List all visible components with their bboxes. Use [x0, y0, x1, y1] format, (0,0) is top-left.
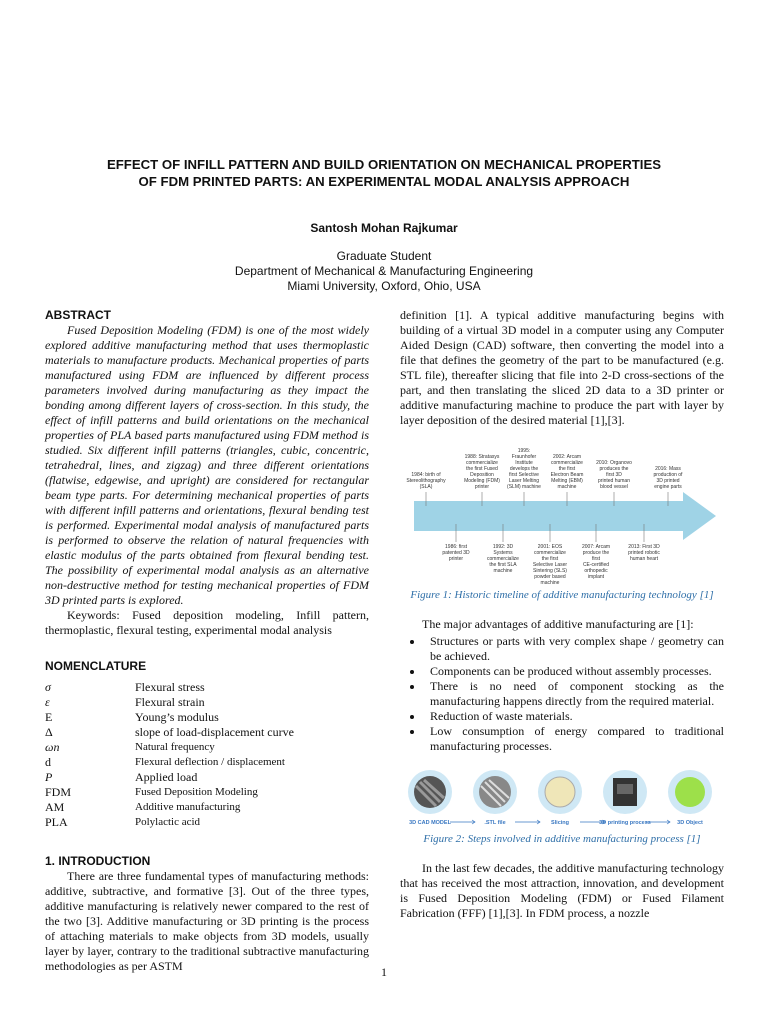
- list-item: • Reduction of waste materials.: [424, 709, 724, 724]
- timeline-event-label: 2010: Organovo produces the first 3D printed human blood vessel: [596, 460, 632, 490]
- table-row: [45, 695, 369, 710]
- nomenclature-desc: Flexural strain: [135, 695, 205, 709]
- step-label: 3D printing process: [599, 820, 651, 826]
- affiliation: [40, 249, 728, 294]
- abstract-text: Fused Deposition Modeling (FDM) is one of the most widely explored additive manufacturing method that uses thermoplastic materials to manufacture products. Mechanical properties of parts manufactured using FDM are influenced by different process parameters involved during manufacturing as they impact the bonding among different layers of cross-section. In this study, the effect of infill patterns and build orientations on the mechanical properties of PLA based parts manufactured using FDM method is studied. Six different infill patterns (triangles, cubic, concentric, tetrahedral, lines, and zigzag) and three different orientations (flatwise, edgewise, and upright) are considered for rectangular beam type parts. For determining mechanical properties of parts with different infill patterns and orientations, flexural bending test is performed. Experimental modal analysis of manufactured parts is performed to observe the relation of natural frequencies with elastic modulus of the parts obtained from flexural bending test. The possibility of experimental modal analysis as an alternative non-destructive method for testing mechanical properties of FDM 3D printed parts is explored.: [45, 323, 369, 607]
- nomenclature-heading: NOMENCLATURE: [45, 659, 147, 673]
- list-item: • Structures or parts with very complex shape / geometry can be achieved.: [424, 634, 724, 664]
- right-column: [400, 308, 724, 921]
- affiliation-department: Department of Mechanical & Manufacturing Engineering: [234, 264, 534, 278]
- introduction-heading: 1. INTRODUCTION: [45, 854, 151, 868]
- nomenclature-symbol: d: [45, 755, 51, 769]
- step-slicing-image: [538, 770, 582, 814]
- nomenclature-desc: Fused Deposition Modeling: [135, 786, 258, 798]
- step-label: Slicing: [550, 820, 570, 826]
- timeline-event-label: 1986: first patented 3D printer: [442, 544, 470, 562]
- arrow-right-icon: [450, 820, 475, 824]
- list-item: • Components can be produced without assembly processes.: [424, 664, 724, 679]
- table-row: [45, 740, 369, 755]
- introduction-paragraph-1-continued: definition [1]. A typical additive manufacturing begins with building of a virtual 3D model in a computer using any Computer Aided Design (CAD) software, then converting the model into a file that defines the geometry of the part to be manufactured (e.g. STL file), thereafter slicing that file into 2-D cross-sections of the part, and then translating the sliced 2D data to a 3D printer or additive manufacturing machine to produce the part with layer by layer deposition of the desired material [1],[3].: [400, 308, 724, 427]
- nomenclature-desc: Flexural stress: [135, 680, 205, 694]
- steps-graphic: [400, 768, 724, 828]
- steps-labels: [409, 820, 703, 826]
- list-item: • There is no need of component stocking as the manufacturing happens directly from the required material.: [424, 679, 724, 709]
- step-label: 3D CAD MODEL: [409, 820, 451, 826]
- figure-2-steps: [400, 768, 724, 832]
- nomenclature-desc: Flexural deflection / displacement: [135, 756, 285, 768]
- keywords: Keywords: Fused deposition modeling, Infill pattern, thermoplastic, flexural testing, experimental modal analysis: [45, 608, 369, 637]
- timeline-event-label: 2002: Arcam commercialize the first Electron Beam Melting (EBM) machine: [550, 454, 584, 490]
- timeline-event-label: 1992: 3D Systems commercialize the first SLA machine: [487, 544, 519, 574]
- nomenclature-symbol: P: [45, 770, 53, 784]
- table-row: [45, 710, 369, 725]
- advantages-list: [400, 634, 724, 754]
- timeline-arrow: [414, 492, 716, 540]
- nomenclature-desc: Polylactic acid: [135, 816, 201, 828]
- title-line-2: OF FDM PRINTED PARTS: AN EXPERIMENTAL MODAL ANALYSIS APPROACH: [138, 174, 630, 189]
- nomenclature-desc: Applied load: [135, 770, 198, 784]
- nomenclature-desc: Young’s modulus: [135, 710, 219, 724]
- nomenclature-desc: Natural frequency: [135, 741, 215, 753]
- timeline-event-label: 2001: EOS commercialize the first Selective Laser Sintering (SLS) powder based machine: [532, 544, 568, 584]
- step-label: 3D Object: [677, 820, 703, 826]
- introduction-paragraph-2: In the last few decades, the additive manufacturing technology that has received the most attraction, innovation, and development is Fused Deposition Modeling (FDM) or Fused Filament Fabrication (FFF) [1],[3]. In FDM process, a nozzle: [400, 861, 724, 920]
- nomenclature-symbol: ωn: [45, 740, 60, 754]
- nomenclature-desc: Additive manufacturing: [135, 801, 241, 813]
- nomenclature-symbol: AM: [45, 800, 65, 814]
- step-label: .STL file: [484, 820, 506, 826]
- affiliation-university: Miami University, Oxford, Ohio, USA: [287, 279, 481, 293]
- arrow-right-icon: [515, 820, 540, 824]
- table-row: [45, 755, 369, 770]
- nomenclature-symbol: σ: [45, 680, 51, 694]
- timeline-event-label: 1988: Stratasys commercialize the first Fused Deposition Modeling (FDM) printer: [464, 454, 500, 490]
- page-number: 1: [381, 965, 387, 979]
- nomenclature-symbol: Δ: [45, 725, 53, 739]
- nomenclature-symbol: FDM: [45, 785, 72, 799]
- step-3d-object-image: [668, 770, 712, 814]
- step-printing-image: [603, 770, 647, 814]
- paper-title: [40, 156, 728, 190]
- introduction-paragraph-1: There are three fundamental types of manufacturing methods: additive, subtractive, and formative [3]. Out of the three types, additive manufacturing is relatively newer compared to the rest of the two [3]. Additive manufacturing or 3D printing is the process of attaching materials to make objects from 3D models, usually layer by layer, contrary to the traditional subtractive manufacturing methodologies as per ASTM: [45, 869, 369, 973]
- figure-2-caption: Figure 2: Steps involved in additive manufacturing process [1]: [423, 833, 701, 845]
- timeline-event-label: 2016: Mass production of 3D printed engine parts: [653, 466, 683, 490]
- step-cad-model-image: [408, 770, 452, 814]
- timeline-top-events: [406, 448, 683, 506]
- advantages-intro: The major advantages of additive manufacturing are [1]:: [422, 617, 694, 631]
- nomenclature-symbol: E: [45, 710, 53, 724]
- figure-1-timeline: [400, 434, 724, 588]
- table-row: [45, 725, 369, 740]
- timeline-event-label: 2007: Arcam produce the first CE-certified orthopedic implant: [581, 544, 611, 580]
- table-row: [45, 680, 369, 695]
- figure-1-caption: Figure 1: Historic timeline of additive manufacturing technology [1]: [410, 589, 714, 601]
- step-stl-file-image: [473, 770, 517, 814]
- nomenclature-table: [45, 680, 369, 830]
- table-row: [45, 800, 369, 815]
- timeline-event-label: 2013: First 3D printed robotic human heart: [628, 544, 660, 562]
- abstract-heading: ABSTRACT: [45, 308, 111, 322]
- table-row: [45, 770, 369, 785]
- timeline-event-label: 1995: Fraunhofer Institute develops the first Selective Laser Melting (SLM) machine: [507, 448, 541, 490]
- timeline-graphic: [400, 434, 724, 584]
- nomenclature-desc: slope of load-displacement curve: [135, 725, 294, 739]
- affiliation-role: Graduate Student: [336, 249, 432, 263]
- left-column: [45, 308, 369, 974]
- author-name: Santosh Mohan Rajkumar: [310, 221, 458, 235]
- timeline-bottom-events: [442, 524, 660, 584]
- nomenclature-symbol: ε: [45, 695, 50, 709]
- table-row: [45, 785, 369, 800]
- timeline-event-label: 1984: birth of Stereolithography (SLA): [406, 472, 446, 490]
- title-line-1: EFFECT OF INFILL PATTERN AND BUILD ORIENTATION ON MECHANICAL PROPERTIES: [106, 157, 662, 172]
- nomenclature-symbol: PLA: [45, 815, 68, 829]
- list-item: • Low consumption of energy compared to traditional manufacturing processes.: [424, 724, 724, 754]
- table-row: [45, 815, 369, 830]
